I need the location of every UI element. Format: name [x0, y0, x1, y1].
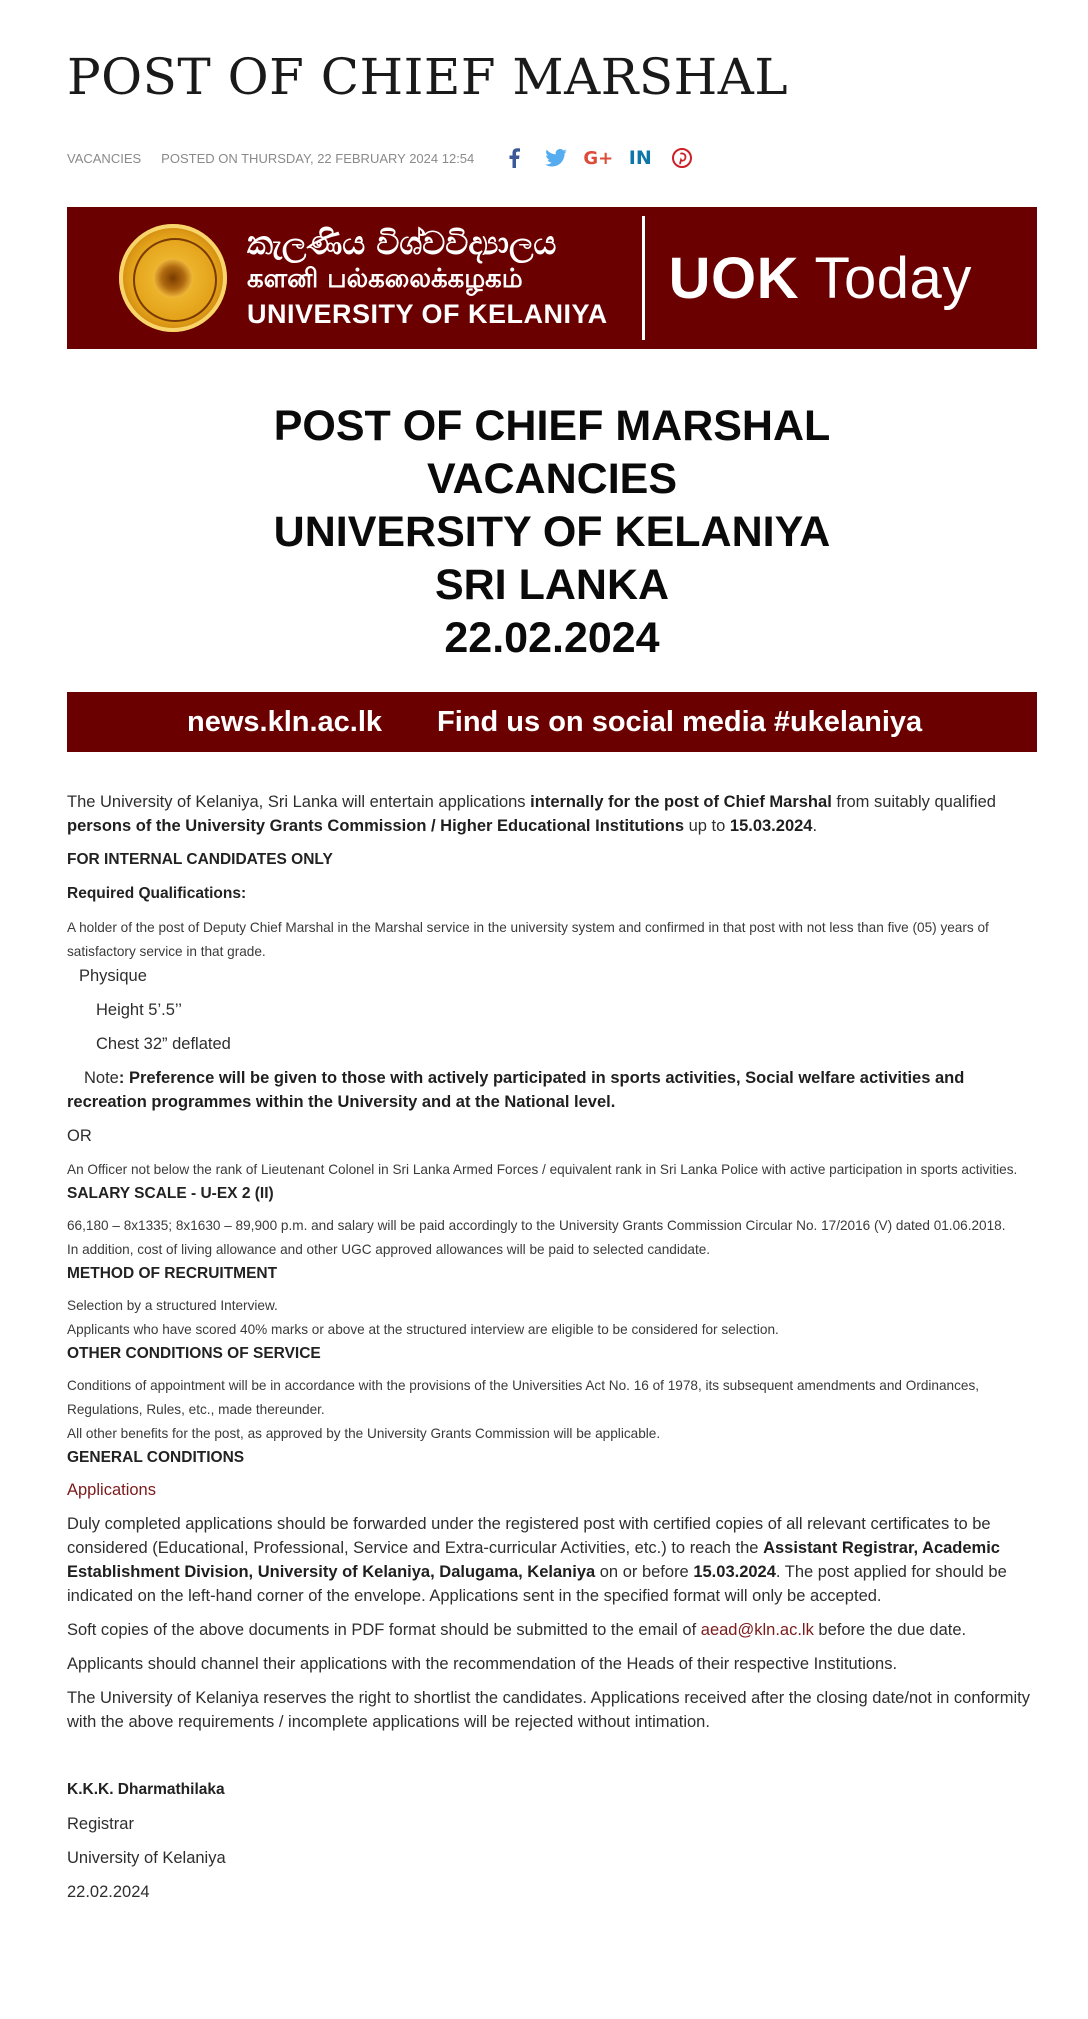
qualification-text: A holder of the post of Deputy Chief Marshal in the Marshal service in the university system and confirmed in that post with not less than five (05) years of satisfactory service in that grade. [67, 920, 989, 959]
email-link[interactable]: aead@kln.ac.lk [700, 1621, 814, 1639]
page-title: POST OF CHIEF MARSHAL [67, 48, 789, 106]
signature-date: 22.02.2024 [67, 1883, 150, 1901]
article-body [67, 790, 1042, 1904]
uok-today-logo: UOK Today [668, 245, 972, 311]
officer-text: An Officer not below the rank of Lieutenant Colonel in Sri Lanka Armed Forces / equivalent rank in Sri Lanka Police with active participation in sports activities. [67, 1162, 1018, 1177]
internal-candidates-heading: FOR INTERNAL CANDIDATES ONLY [67, 851, 333, 868]
news-site-text: news.kln.ac.lk [187, 705, 383, 738]
other-conditions-heading: OTHER CONDITIONS OF SERVICE [67, 1345, 321, 1362]
contact-bar [67, 692, 1037, 752]
post-date: POSTED ON THURSDAY, 22 FEBRUARY 2024 12:54 [161, 150, 475, 166]
method-text-2: Applicants who have scored 40% marks or above at the structured interview are eligible to be considered for selection. [67, 1322, 779, 1337]
soft-copies-paragraph: Soft copies of the above documents in PDF format should be submitted to the email of aead@kln.ac.lk before the due date. [67, 1621, 967, 1639]
pinterest-share-icon[interactable] [668, 146, 696, 170]
or-text: OR [67, 1127, 92, 1145]
share-buttons [500, 146, 696, 170]
note-paragraph: Note: Preference will be given to those with actively participated in sports activities, Social welfare activities and recreation programmes within the University and at the National level. [67, 1069, 965, 1111]
applications-heading: Applications [67, 1481, 156, 1499]
required-qualifications-heading: Required Qualifications: [67, 885, 247, 902]
signatory-role: Registrar [67, 1815, 134, 1833]
google-plus-share-icon[interactable]: G+ [583, 147, 614, 169]
other-conditions-text-1: Conditions of appointment will be in accordance with the provisions of the Universities Act No. 16 of 1978, its subsequent amendments and Ordinances, Regulations, Rules, etc., made thereunder. [67, 1378, 980, 1417]
announcement-heading: POST OF CHIEF MARSHAL VACANCIES UNIVERSITY OF KELANIYA SRI LANKA 22.02.2024 [273, 402, 831, 662]
reserves-paragraph: The University of Kelaniya reserves the right to shortlist the candidates. Applications received after the closing date/not in conformity with the above requirements / incomplete applications will be rejected without intimation. [67, 1689, 1030, 1731]
category-link[interactable]: VACANCIES [67, 150, 142, 166]
salary-heading: SALARY SCALE - U-EX 2 (II) [67, 1185, 274, 1202]
intro-paragraph: The University of Kelaniya, Sri Lanka will entertain applications internally for the post of Chief Marshal from suitably qualified persons of the University Grants Commission / Higher Educational Institutions up to 15.03.2024. [67, 793, 996, 835]
method-heading: METHOD OF RECRUITMENT [67, 1265, 278, 1282]
physique-label: Physique [79, 967, 147, 985]
signatory-organization: University of Kelaniya [67, 1849, 226, 1867]
uok-today-banner [67, 207, 1037, 349]
other-conditions-text-2: All other benefits for the post, as approved by the University Grants Commission will be applicable. [67, 1426, 661, 1441]
general-conditions-heading: GENERAL CONDITIONS [67, 1449, 245, 1466]
channel-paragraph: Applicants should channel their applications with the recommendation of the Heads of their respective Institutions. [67, 1655, 898, 1673]
twitter-share-icon[interactable] [542, 146, 570, 170]
signatory-name: K.K.K. Dharmathilaka [67, 1781, 225, 1798]
social-media-text: Find us on social media #ukelaniya [437, 705, 923, 738]
banner-divider [642, 216, 645, 340]
salary-text: 66,180 – 8x1335; 8x1630 – 89,900 p.m. and salary will be paid accordingly to the University Grants Commission Circular No. 17/2016 (V) dated 01.06.2018. [67, 1218, 1006, 1233]
applications-paragraph: Duly completed applications should be forwarded under the registered post with certified copies of all relevant certificates to be considered (Educational, Professional, Service and Extra-curricular Activities, etc.) to reach the Assistant Registrar, Academic Establishment Division, University of Kelaniya, Dalugama, Kelaniya on or before 15.03.2024. The post applied for should be indicated on the left-hand corner of the envelope. Applications sent in the specified format will only be accepted. [67, 1515, 1007, 1605]
article-meta [67, 146, 696, 170]
height-requirement: Height 5’.5’’ [96, 1001, 182, 1019]
university-seal-logo [119, 224, 227, 332]
linkedin-share-icon[interactable]: IN [628, 147, 652, 169]
banner-english-name: UNIVERSITY OF KELANIYA [247, 299, 608, 330]
banner-sinhala-name: කැලණිය විශ්වවිද්‍යාලය [247, 224, 557, 263]
method-text-1: Selection by a structured Interview. [67, 1298, 278, 1313]
chest-requirement: Chest 32” deflated [96, 1035, 231, 1053]
banner-tamil-name: களனி பல்கலைக்கழகம் [247, 264, 523, 295]
banner-university-name [247, 226, 608, 329]
salary-extra-text: In addition, cost of living allowance and other UGC approved allowances will be paid to selected candidate. [67, 1242, 711, 1257]
facebook-share-icon[interactable] [500, 146, 528, 170]
